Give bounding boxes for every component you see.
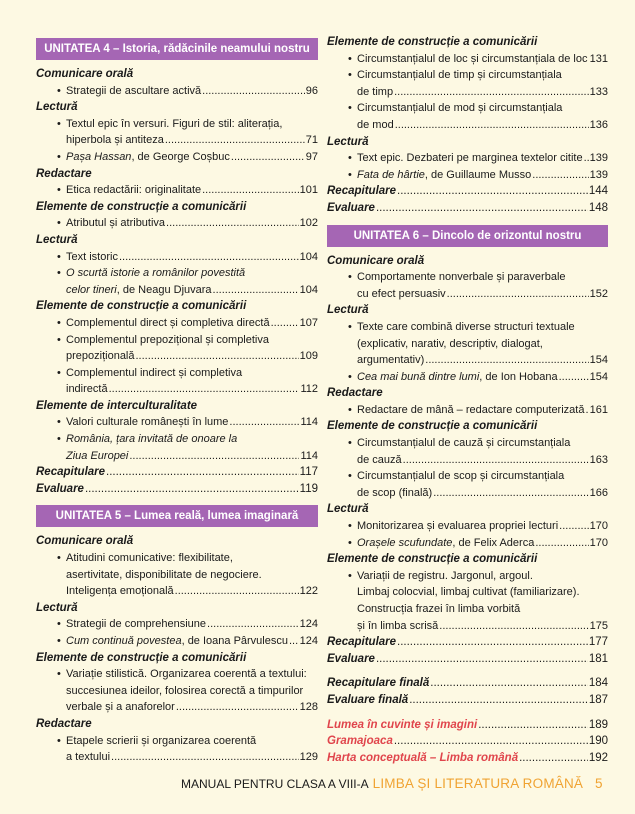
section-heading: Redactare	[36, 717, 92, 730]
section-heading: Redactare	[327, 387, 383, 400]
section-heading: Elemente de interculturalitate	[36, 399, 198, 412]
section-heading: Lectură	[36, 601, 78, 614]
unit-5-header: UNITATEA 5 – Lumea reală, lumea imaginară	[36, 505, 318, 527]
bullet-icon: •	[57, 267, 61, 280]
toc-entry[interactable]: • O scurtă istorie a românilor povestită celor tineri, de Neagu Djuvara ..... 104	[36, 265, 318, 298]
bullet-icon: •	[57, 84, 61, 97]
bullet-icon: •	[348, 470, 352, 483]
toc-entry[interactable]: • Comportamente nonverbale și paraverbale cu efect persuasiv ..... 152	[327, 269, 608, 302]
footer-page-number: 5	[595, 776, 603, 791]
page-footer	[181, 776, 603, 791]
toc-entry[interactable]: • Complementul indirect și completiva indirectă ..... 112	[36, 365, 318, 398]
toc-entry[interactable]: • Text istoric ..... 104	[36, 249, 318, 266]
page-number: 124	[299, 618, 318, 631]
bullet-icon: •	[57, 552, 61, 565]
page-number: 161	[589, 403, 608, 416]
unit-4-header: UNITATEA 4 – Istoria, rădăcinile neamului nostru	[36, 38, 318, 60]
toc-entry[interactable]: • Strategii de ascultare activă ..... 96	[36, 83, 318, 100]
bullet-icon: •	[57, 217, 61, 230]
toc-special-entry-lumea[interactable]: Lumea în cuvinte și imagini ..... 189	[327, 717, 608, 734]
page-number: 177	[588, 636, 608, 649]
section-heading: Elemente de construcție a comunicării	[327, 553, 538, 566]
bullet-icon: •	[348, 69, 352, 82]
toc-entry[interactable]: • Variație stilistică. Organizarea coerentă a textului: succesiunea ideilor, folosirea corectă a timpurilor verbale și a anaforelor ..... 128	[36, 666, 318, 716]
page-number: 119	[299, 482, 318, 495]
section-heading: Elemente de construcție a comunicării	[36, 300, 247, 313]
toc-eval-entry[interactable]: Evaluare ..... 181	[327, 651, 608, 668]
toc-entry[interactable]: • Variații de registru. Jargonul, argoul. Limbaj colocvial, limbaj cultivat (familiarizare). Construcția frazei în limba vorbită și în limba scrisă ..... 175	[327, 568, 608, 634]
section-heading: Comunicare orală	[36, 68, 134, 80]
toc-entry[interactable]: • Textul epic în versuri. Figuri de stil: aliterația, hiperbola și antiteza ..... 71	[36, 116, 318, 149]
bullet-icon: •	[348, 403, 352, 416]
page-number: 170	[589, 536, 608, 549]
section-heading: Elemente de construcție a comunicării	[36, 200, 247, 213]
toc-recap-entry[interactable]: Recapitulare ..... 177	[327, 634, 608, 651]
page-number: 109	[299, 350, 318, 363]
toc-entry[interactable]: • Complementul prepozițional și completiva prepozițională ..... 109	[36, 332, 318, 365]
toc-entry[interactable]: • Cea mai bună dintre lumi, de Ion Hobana ..... 154	[327, 369, 608, 386]
toc-entry[interactable]: • Valori culturale românești în lume ..... 114	[36, 414, 318, 431]
toc-entry[interactable]: • Texte care combină diverse structuri textuale (explicativ, narativ, descriptiv, dialogat, argumentativ) ..... 154	[327, 319, 608, 369]
toc-recap-entry[interactable]: Recapitulare ..... 117	[36, 464, 318, 481]
section-heading: Lectură	[36, 101, 78, 114]
page-number: 181	[588, 652, 608, 665]
toc-entry[interactable]: • Monitorizarea și evaluarea propriei lecturi ..... 170	[327, 518, 608, 535]
page-number: 192	[588, 751, 608, 764]
toc-entry[interactable]: • Etica redactării: originalitate ..... 101	[36, 182, 318, 199]
bullet-icon: •	[57, 668, 61, 681]
toc-entry[interactable]: • Circumstanțialul de timp și circumstanțiala de timp ..... 133	[327, 67, 608, 100]
toc-special-entry-harta[interactable]: Harta conceptuală – Limba română ..... 192	[327, 750, 608, 767]
bullet-icon: •	[57, 184, 61, 197]
bullet-icon: •	[348, 437, 352, 450]
page-number: 107	[299, 316, 318, 329]
toc-entry[interactable]: • Strategii de comprehensiune ..... 124	[36, 616, 318, 633]
unit-6-header: UNITATEA 6 – Dincolo de orizontul nostru	[327, 225, 608, 247]
bullet-icon: •	[57, 618, 61, 631]
toc-entry[interactable]: • Redactare de mână – redactare computerizată ..... 161	[327, 402, 608, 419]
bullet-icon: •	[57, 734, 61, 747]
bullet-icon: •	[348, 152, 352, 165]
bullet-icon: •	[57, 433, 61, 446]
bullet-icon: •	[348, 320, 352, 333]
page-number: 128	[299, 701, 318, 714]
toc-final-recap-entry[interactable]: Recapitulare finală ..... 184	[327, 675, 608, 692]
bullet-icon: •	[348, 370, 352, 383]
toc-entry[interactable]: • Text epic. Dezbateri pe marginea textelor citite ..... 139	[327, 150, 608, 167]
toc-entry[interactable]: • Orașele scufundate, de Felix Aderca ..... 170	[327, 535, 608, 552]
page-number: 124	[299, 635, 318, 647]
bullet-icon: •	[57, 150, 61, 163]
section-heading: Lectură	[327, 503, 369, 516]
page-number: 129	[299, 751, 318, 764]
page-number: 104	[299, 250, 318, 263]
bullet-icon: •	[57, 333, 61, 346]
toc-final-eval-entry[interactable]: Evaluare finală ..... 187	[327, 692, 608, 709]
section-heading: Lectură	[36, 233, 78, 246]
toc-entry[interactable]: • Atributul și atributiva ..... 102	[36, 215, 318, 232]
page-number: 104	[299, 283, 318, 296]
page-number: 144	[588, 185, 608, 198]
toc-entry[interactable]: • Etapele scrierii și organizarea coerentă a textului ..... 129	[36, 733, 318, 766]
toc-entry[interactable]: • Atitudini comunicative: flexibilitate, asertivitate, disponibilitate de negociere. Inteligența emoțională ..... 122	[36, 550, 318, 600]
footer-manual-label: MANUAL PENTRU CLASA A VIII-A	[181, 777, 369, 791]
section-heading: Comunicare orală	[36, 535, 134, 548]
section-heading: Lectură	[327, 304, 369, 317]
toc-entry[interactable]: • Complementul direct și completiva directă ..... 107	[36, 315, 318, 332]
page-number: 148	[588, 201, 608, 214]
page-number: 102	[299, 217, 318, 230]
page-number: 101	[299, 184, 318, 197]
bullet-icon: •	[57, 250, 61, 263]
bullet-icon: •	[57, 366, 61, 379]
page-number: 96	[305, 84, 318, 97]
page-number: 163	[589, 453, 608, 466]
page-number: 189	[588, 718, 608, 731]
bullet-icon: •	[57, 316, 61, 329]
toc-entry[interactable]: • Fata de hârtie, de Guillaume Musso ..... 139	[327, 167, 608, 184]
page-number: 112	[300, 383, 318, 396]
bullet-icon: •	[348, 271, 352, 284]
bullet-icon: •	[348, 168, 352, 181]
section-heading: Comunicare orală	[327, 254, 425, 267]
toc-entry[interactable]: • Pașa Hassan, de George Coșbuc ..... 97	[36, 149, 318, 166]
bullet-icon: •	[57, 635, 61, 647]
toc-entry[interactable]: • România, țara invitată de onoare la Ziua Europei ..... 114	[36, 431, 318, 464]
bullet-icon: •	[348, 102, 352, 115]
footer-subject-title: LIMBA ȘI LITERATURA ROMÂNĂ	[372, 776, 584, 791]
section-heading: Lectură	[327, 135, 369, 148]
toc-recap-entry[interactable]: Recapitulare ..... 144	[327, 183, 608, 200]
page-number: 122	[299, 585, 318, 598]
section-heading: Elemente de construcție a comunicării	[36, 651, 247, 664]
page-number: 166	[589, 486, 608, 499]
bullet-icon: •	[348, 520, 352, 533]
toc-entry[interactable]: • Circumstanțialul de cauză și circumstanțiala de cauză ..... 163	[327, 435, 608, 468]
bullet-icon: •	[57, 416, 61, 429]
page-number: 117	[299, 466, 318, 479]
page-number: 184	[588, 677, 608, 690]
page-number: 139	[589, 152, 608, 165]
page-number: 154	[589, 354, 608, 367]
section-heading: Elemente de construcție a comunicării	[327, 36, 538, 48]
page-number: 97	[305, 150, 318, 163]
toc-entry[interactable]: • Cum continuă povestea, de Ioana Pârvulescu ..... 124	[36, 633, 318, 650]
page-number: 133	[589, 85, 608, 98]
page-number: 139	[589, 168, 608, 181]
section-heading: Elemente de construcție a comunicării	[327, 420, 538, 433]
toc-left-column	[36, 38, 318, 766]
page-number: 190	[588, 735, 608, 748]
toc-eval-entry[interactable]: Evaluare ..... 119	[36, 481, 318, 498]
bullet-icon: •	[57, 117, 61, 130]
bullet-icon: •	[348, 536, 352, 549]
page-number: 152	[589, 287, 608, 300]
page-number: 114	[300, 449, 318, 462]
page-number: 187	[588, 693, 608, 706]
toc-special-entry-gramajoaca[interactable]: Gramajoaca ..... 190	[327, 733, 608, 750]
page-number: 154	[589, 370, 608, 383]
toc-right-column	[327, 34, 608, 766]
bullet-icon: •	[348, 569, 352, 582]
toc-entry[interactable]: • Circumstanțialul de mod și circumstanțiala de mod ..... 136	[327, 100, 608, 133]
page-number: 131	[589, 52, 608, 65]
page-number: 175	[589, 619, 608, 632]
page-number: 71	[305, 134, 318, 147]
toc-entry[interactable]: • Circumstanțialul de scop și circumstanțiala de scop (finală) ..... 166	[327, 468, 608, 501]
page-number: 114	[300, 416, 318, 429]
toc-entry[interactable]: • Circumstanțialul de loc și circumstanțiala de loc ..... 131	[327, 51, 608, 68]
toc-eval-entry[interactable]: Evaluare ..... 148	[327, 200, 608, 217]
section-heading: Redactare	[36, 167, 92, 180]
page-number: 170	[589, 520, 608, 533]
bullet-icon: •	[348, 52, 352, 65]
page-number: 136	[589, 118, 608, 131]
